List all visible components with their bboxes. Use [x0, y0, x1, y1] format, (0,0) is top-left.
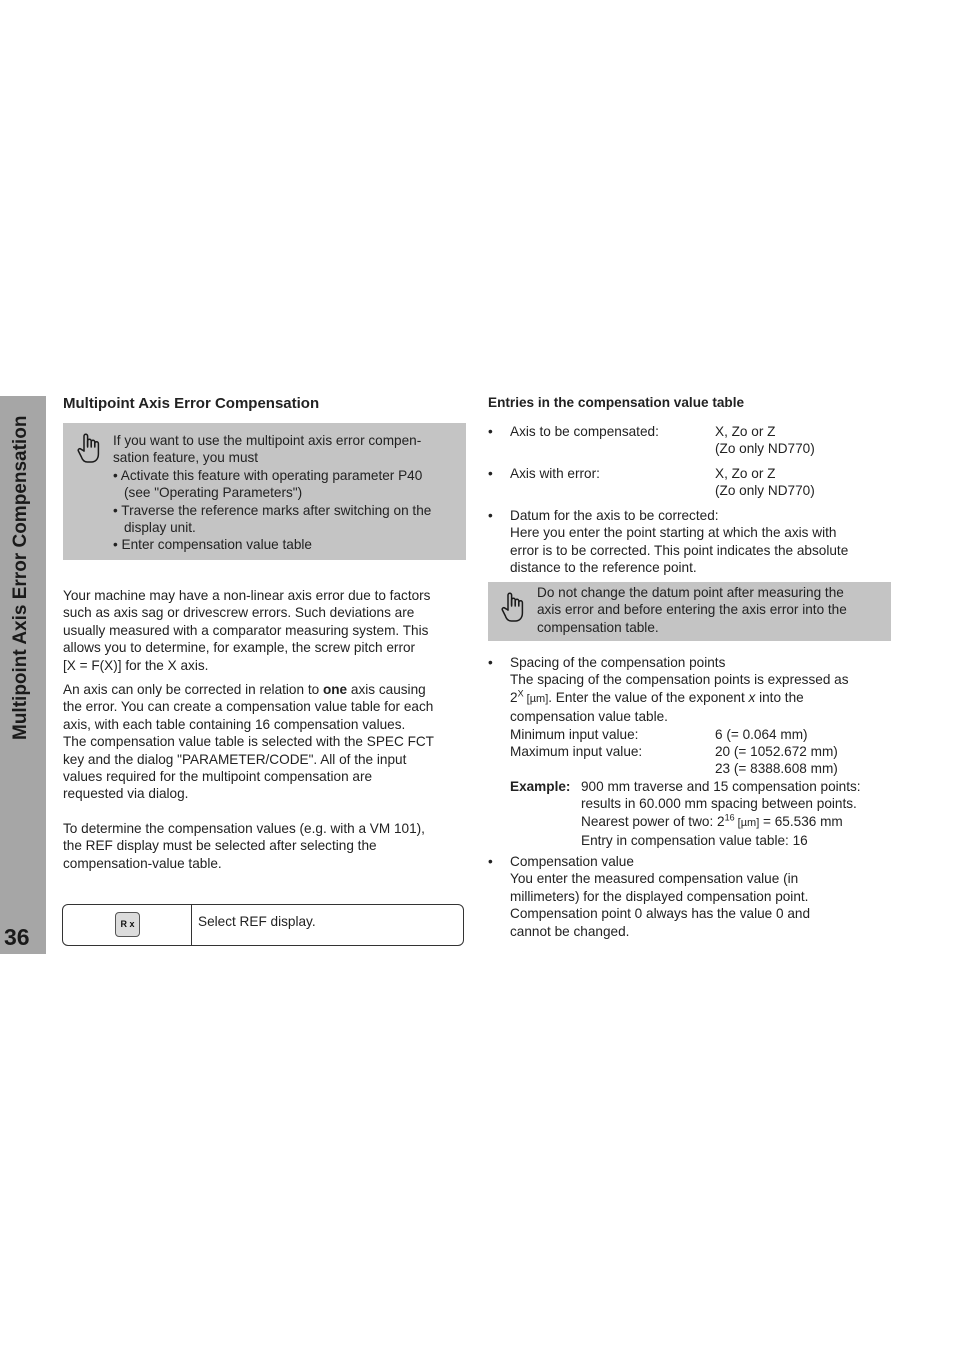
- text-line: Your machine may have a non-linear axis error due to factors: [63, 588, 431, 603]
- text-line: values required for the multipoint compensation are: [63, 769, 373, 785]
- text-line: usually measured with a comparator measuring system. This: [63, 622, 429, 638]
- pointing-hand-icon: [501, 591, 525, 625]
- paragraph-axis: [63, 681, 468, 803]
- bullet: •: [488, 655, 493, 670]
- text-span: An axis can only be corrected in relation to: [63, 682, 323, 697]
- text-line: Compensation point 0 always has the value 0 and: [510, 906, 811, 922]
- text-line: Here you enter the point starting at which the axis with: [510, 525, 837, 541]
- key-description: Select REF display.: [198, 914, 316, 929]
- text-line: [510, 689, 893, 708]
- entry-value: 23 (= 8388.608 mm): [715, 761, 838, 777]
- entry-spacing: [488, 654, 893, 849]
- unit: [µm]: [523, 692, 549, 705]
- text-line: To determine the compensation values (e.g. with a VM 101),: [63, 821, 425, 836]
- entry-label: Maximum input value:: [510, 744, 643, 760]
- entry-title: Compensation value: [510, 854, 634, 869]
- example: [510, 778, 893, 850]
- text-line: allows you to determine, for example, the screw pitch error: [63, 640, 416, 656]
- text-line: axis, with each table containing 16 compensation values.: [63, 716, 406, 732]
- variable: x: [748, 689, 756, 705]
- datum-note-box: [488, 582, 891, 641]
- entry-value: (Zo only ND770): [715, 483, 815, 499]
- note-intro-line: If you want to use the multipoint axis error compen-: [113, 433, 422, 448]
- note-item-cont: (see "Operating Parameters"): [124, 485, 303, 501]
- entry-value: 20 (= 1052.672 mm): [715, 744, 838, 760]
- paragraph-determine: [63, 820, 468, 872]
- text-line: You enter the measured compensation value (in: [510, 871, 799, 887]
- entry-label: Axis to be compensated:: [510, 424, 659, 439]
- key-table-divider: [191, 905, 192, 945]
- text-line: The spacing of the compensation points is expressed as: [510, 672, 849, 688]
- page-number: 36: [4, 924, 30, 950]
- note-text: [113, 432, 465, 554]
- exponent: 16: [724, 812, 735, 823]
- entry-label: Axis with error:: [510, 466, 600, 481]
- note-text: [537, 584, 889, 636]
- text-span: 2: [510, 689, 518, 705]
- exponent: X: [517, 688, 524, 699]
- note-item: • Traverse the reference marks after switching on the: [113, 502, 432, 518]
- text-line: the REF display must be selected after selecting the: [63, 838, 377, 854]
- text-line: millimeters) for the displayed compensation point.: [510, 888, 809, 904]
- text-span: . Enter the value of the exponent: [548, 689, 749, 705]
- text-line: such as axis sag or drivescrew errors. Such deviations are: [63, 605, 415, 621]
- text-line: [63, 681, 468, 698]
- ref-key-button[interactable]: R x: [115, 912, 140, 937]
- text-line: requested via dialog.: [63, 786, 189, 802]
- text-line: results in 60.000 mm spacing between points.: [581, 796, 857, 812]
- key-table: [62, 904, 464, 946]
- entry-compensation-value: [488, 853, 888, 940]
- pointing-hand-icon: [77, 432, 101, 466]
- example-label: Example:: [510, 778, 571, 794]
- emphasis: one: [322, 682, 348, 697]
- text-line: Do not change the datum point after measuring the: [537, 585, 844, 600]
- text-span: into the: [755, 689, 804, 705]
- unit: [µm]: [734, 816, 760, 829]
- text-line: compensation-value table.: [63, 855, 222, 871]
- note-intro-line: sation feature, you must: [113, 450, 259, 466]
- entry-axis-error: [488, 465, 888, 500]
- note-box: [63, 423, 466, 560]
- text-span: axis causing: [347, 682, 426, 697]
- paragraph-intro: [63, 587, 468, 674]
- text-line: distance to the reference point.: [510, 560, 697, 576]
- bullet: •: [488, 466, 493, 481]
- text-line: error is to be corrected. This point indicates the absolute: [510, 542, 849, 558]
- entry-title: Datum for the axis to be corrected:: [510, 508, 719, 523]
- entry-value: (Zo only ND770): [715, 441, 815, 457]
- table-entries-heading: Entries in the compensation value table: [488, 395, 745, 410]
- bullet: •: [488, 424, 493, 439]
- text-line: [X = F(X)] for the X axis.: [63, 657, 209, 673]
- bullet: •: [488, 508, 493, 523]
- text-span: = 65.536 mm: [759, 813, 843, 829]
- text-line: axis error and before entering the axis error into the: [537, 602, 847, 618]
- entry-label: Minimum input value:: [510, 726, 639, 742]
- text-line: key and the dialog "PARAMETER/CODE". All of the input: [63, 751, 407, 767]
- note-item: • Enter compensation value table: [113, 537, 312, 553]
- text-line: cannot be changed.: [510, 923, 630, 939]
- text-span: Nearest power of two: 2: [581, 813, 725, 829]
- entry-datum: [488, 507, 888, 577]
- section-heading: Multipoint Axis Error Compensation: [63, 395, 320, 412]
- note-item-cont: display unit.: [124, 520, 196, 536]
- entry-axis-compensated: [488, 423, 888, 458]
- text-line: The compensation value table is selected with the SPEC FCT: [63, 734, 434, 750]
- entry-value: X, Zo or Z: [715, 424, 776, 439]
- text-line: the error. You can create a compensation value table for each: [63, 699, 434, 715]
- entry-value: 6 (= 0.064 mm): [715, 726, 808, 742]
- text-line: [581, 813, 861, 832]
- text-line: compensation table.: [537, 619, 659, 635]
- text-line: 900 mm traverse and 15 compensation points:: [581, 778, 861, 794]
- entry-title: Spacing of the compensation points: [510, 655, 726, 670]
- note-item: • Activate this feature with operating parameter P40: [113, 467, 423, 483]
- side-tab-title: Multipoint Axis Error Compensation: [10, 415, 31, 740]
- text-line: compensation value table.: [510, 709, 668, 725]
- entry-value: X, Zo or Z: [715, 466, 776, 481]
- text-line: Entry in compensation value table: 16: [581, 833, 808, 849]
- bullet: •: [488, 854, 493, 869]
